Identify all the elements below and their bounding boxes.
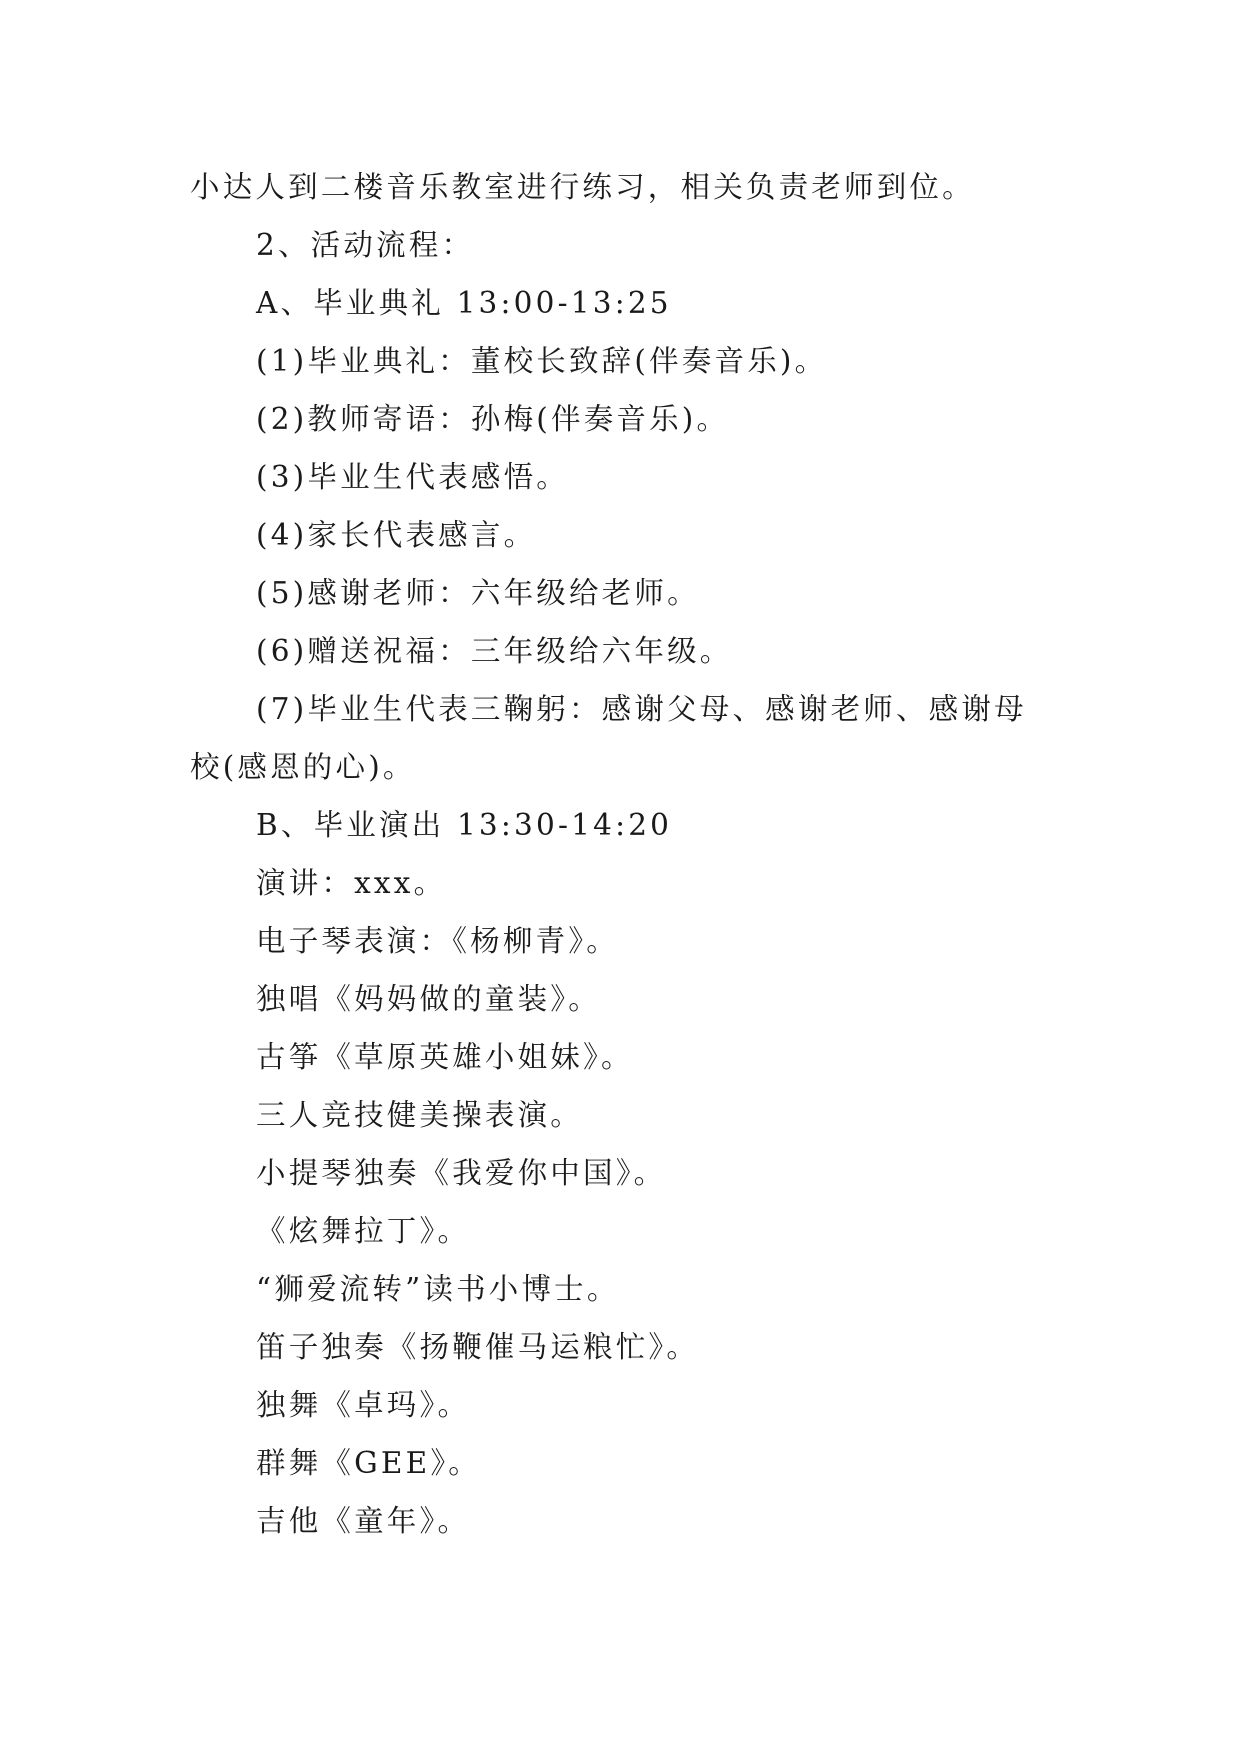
list-item: (2)教师寄语：孙梅(伴奏音乐)。	[256, 402, 730, 436]
document-body	[190, 158, 1060, 1550]
section-heading: B、毕业演出 13:30-14:20	[256, 808, 673, 842]
list-item: (4)家长代表感言。	[256, 518, 537, 552]
program-item: 《炫舞拉丁》。	[256, 1214, 471, 1248]
list-item: (3)毕业生代表感悟。	[256, 460, 569, 494]
program-item: “狮爱流转”读书小博士。	[256, 1272, 620, 1306]
list-item: (6)赠送祝福：三年级给六年级。	[256, 634, 733, 668]
program-item: 演讲：xxx。	[256, 866, 447, 900]
list-item: (5)感谢老师：六年级给老师。	[256, 576, 700, 610]
list-item: (1)毕业典礼：董校长致辞(伴奏音乐)。	[256, 344, 828, 378]
list-item-continuation: 校(感恩的心)。	[190, 750, 416, 784]
program-item: 独唱《妈妈做的童装》。	[256, 982, 601, 1016]
program-item: 电子琴表演：《杨柳青》。	[256, 924, 619, 958]
program-item: 吉他《童年》。	[256, 1504, 471, 1538]
text-line: 2、活动流程：	[256, 228, 475, 262]
program-item: 古筝《草原英雄小姐妹》。	[256, 1040, 634, 1074]
program-item: 群舞《GEE》。	[256, 1446, 481, 1480]
section-heading: A、毕业典礼 13:00-13:25	[256, 286, 672, 320]
list-item: (7)毕业生代表三鞠躬：感谢父母、感谢老师、感谢母	[256, 692, 1027, 726]
program-item: 三人竞技健美操表演。	[256, 1098, 584, 1132]
program-item: 独舞《卓玛》。	[256, 1388, 471, 1422]
program-item: 笛子独奏《扬鞭催马运粮忙》。	[256, 1330, 700, 1364]
text-line: 小达人到二楼音乐教室进行练习，相关负责老师到位。	[190, 170, 975, 204]
program-item: 小提琴独奏《我爱你中国》。	[256, 1156, 667, 1190]
